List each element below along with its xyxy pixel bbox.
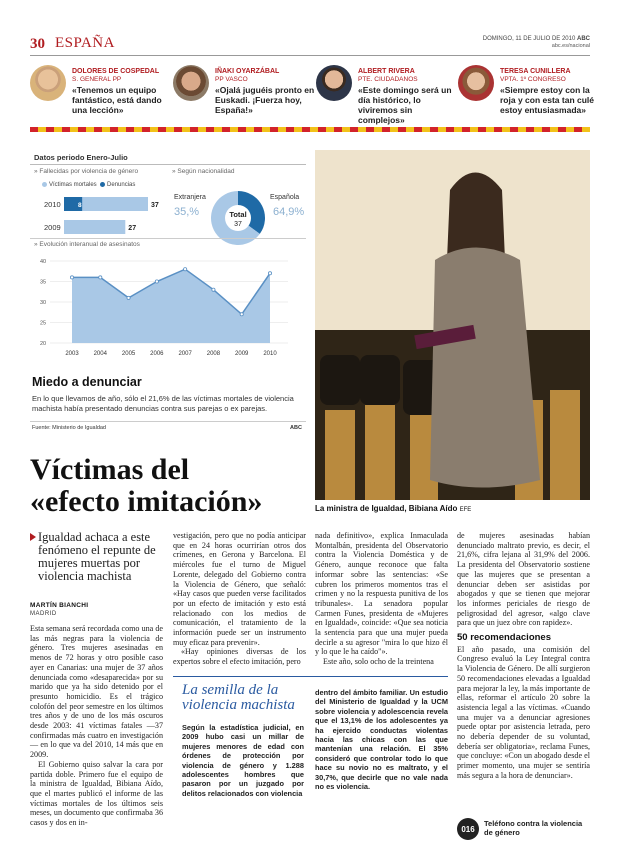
panel1-title: » Fallecidas por violencia de género bbox=[34, 168, 139, 175]
x-tick-label: 2004 bbox=[93, 351, 107, 357]
photo-caption bbox=[315, 504, 471, 513]
deck: Igualdad achaca a este fenómeno el repunte de mujeres muertas por violencia machista bbox=[38, 530, 156, 583]
avatar bbox=[316, 65, 352, 101]
x-tick-label: 2010 bbox=[263, 351, 277, 357]
section-title: ESPAÑA bbox=[55, 35, 115, 51]
avatar bbox=[30, 65, 66, 101]
x-tick-label: 2008 bbox=[206, 351, 221, 357]
article-column-2 bbox=[173, 531, 306, 667]
header-rule bbox=[30, 55, 590, 56]
data-point bbox=[184, 268, 187, 271]
data-point bbox=[99, 276, 102, 279]
flag-stripe bbox=[30, 127, 590, 132]
brand-text: ABC bbox=[577, 36, 590, 42]
deck-arrow-icon bbox=[30, 533, 36, 541]
x-tick-label: 2007 bbox=[178, 351, 192, 357]
spanish-pct: 64,9% bbox=[273, 206, 305, 218]
quote-role: VPTA. 1º CONGRESO bbox=[500, 76, 566, 83]
header-url: abc.es/nacional bbox=[551, 43, 590, 49]
data-point bbox=[155, 280, 158, 283]
headline bbox=[30, 454, 310, 518]
paragraph: de mujeres asesinadas habían denunciado maltrato previo, es decir, el 21,6%, cifra lejana al 31,9% del 2006. La presidenta del Observatorio sostiene que las mujeres que se presentan a denunciar deben ser asistidas por abogados y que se tienen que mejorar los informes periciales de riesgo de peligrosidad del agresor, «algo clave para que un juez obre con rapidez». bbox=[457, 531, 590, 628]
box-text-left: Según la estadística judicial, en 2009 hubo casi un millar de mujeres menores de edad con órdenes de protección por violencia de género y 1.288 adolescentes hombres que pasaron por un juzgado por delitos relacionados con violencia bbox=[182, 723, 304, 798]
avatar bbox=[458, 65, 494, 101]
area-chart bbox=[30, 253, 306, 363]
box-text-right: dentro del ámbito familiar. Un estudio del Ministerio de Igualdad y la UCM sobre violencia y adolescencia revela que el 13,1% de los adolescentes ya ha ejercido conductas violentas hacia las chicas con las que mantenían una relación. El 35% consideró que controlar todo lo que hace su novio no es maltrato, y el 30,7%, que decirle que no vale nada no es violencia. bbox=[315, 688, 448, 792]
foreign-label: Extranjera bbox=[174, 194, 206, 201]
phone-badge: 016 bbox=[457, 818, 479, 840]
panel3-title: » Evolución interanual de asesinatos bbox=[34, 241, 140, 248]
header-date bbox=[440, 36, 590, 42]
y-tick-label: 40 bbox=[40, 259, 47, 265]
quote-text: «Tenemos un equipo fantástico, está dando una lección» bbox=[72, 85, 162, 115]
quote-role: S. GENERAL PP bbox=[72, 76, 122, 83]
legend-complaints-swatch bbox=[100, 182, 105, 187]
quote-item bbox=[458, 63, 598, 121]
y-ticks bbox=[40, 259, 46, 347]
bar-victims-label: 27 bbox=[128, 225, 137, 232]
article-column-4 bbox=[457, 531, 590, 781]
paragraph: El año pasado, una comisión del Congreso evaluó la Ley Integral contra la Violencia de Género. De allí surgieron 50 recomendaciones elevadas a Igualdad para mejorar la ley, la más importante de ellas, reformar el artículo 20 sobre la asistencia legal a las víctimas. «Cuando una mujer va a denunciar agresiones puede optar por asistencia letrada, pero no debería depender de su voluntad, debería ser obligatoria», reclama Funes, que concluye: «Con un abogado desde el primer momento, una mujer se sentiría más segura a la hora de denunciar». bbox=[457, 644, 590, 780]
bar-category-label: 2009 bbox=[44, 223, 61, 232]
bar-category-label: 2010 bbox=[44, 200, 61, 209]
data-point bbox=[240, 313, 243, 316]
panel1-title-text: Fallecidas por violencia de género bbox=[39, 168, 139, 175]
y-tick-label: 20 bbox=[40, 341, 47, 347]
quote-text: «Ojalá juguéis pronto en Euskadi. ¡Fuerza hoy, España!» bbox=[215, 85, 315, 115]
infographic-period: Datos periodo Enero-Julio bbox=[34, 153, 128, 162]
data-point bbox=[70, 276, 73, 279]
quote-name: ALBERT RIVERA bbox=[358, 68, 415, 75]
panel2-title-text: Según nacionalidad bbox=[177, 168, 235, 175]
donut-total-label: Total bbox=[229, 210, 247, 219]
headline-line-2: «efecto imitación» bbox=[30, 485, 263, 518]
area-fill bbox=[72, 269, 270, 343]
legend-victims: Víctimas mortales bbox=[49, 182, 97, 189]
photo-illustration bbox=[315, 150, 590, 500]
miedo-text: En lo que llevamos de año, sólo el 21,6% de las víctimas mortales de violencia machista había presentado denuncias contra sus parejas o ex parejas. bbox=[32, 394, 294, 413]
page-number: 30 bbox=[30, 36, 45, 52]
paragraph: Este año, solo ocho de la treintena bbox=[323, 657, 434, 667]
paragraph: nada definitivo», explica Inmaculada Montalbán, presidenta del Observatorio contra la Violencia Doméstica y de Género, aunque reconoce que falta informar sobre las sentencias: «Se cubren los primeros momentos tras el crimen y no la respuesta punitiva de los tribunales». La senadora popular Carmen Funes, presidenta de «Mujeres en Igualdad», coincide: «Que sea noticia la sentencia para que una mujer pueda decirle a su agresor "mira lo que hizo él y lo que le ha caído"». bbox=[315, 531, 448, 657]
quote-text: «Siempre estoy con la roja y con esta tan culé estoy entusiasmada» bbox=[500, 85, 595, 115]
avatar bbox=[173, 65, 209, 101]
quote-name: DOLORES DE COSPEDAL bbox=[72, 68, 160, 75]
x-ticks bbox=[65, 351, 277, 357]
quote-item bbox=[316, 63, 456, 125]
y-tick-label: 30 bbox=[40, 300, 47, 306]
data-point bbox=[127, 296, 130, 299]
box-title: La semilla de la violencia machista bbox=[182, 682, 295, 713]
quote-role: PTE. CIUDADANOS bbox=[358, 76, 418, 83]
x-tick-label: 2003 bbox=[65, 351, 79, 357]
x-tick-label: 2006 bbox=[150, 351, 164, 357]
box-rule bbox=[173, 676, 448, 677]
y-tick-label: 25 bbox=[40, 320, 47, 327]
donut-total-value: 37 bbox=[234, 221, 242, 228]
infographic-rule-2 bbox=[30, 238, 306, 239]
quote-item bbox=[30, 63, 170, 121]
bar-victims bbox=[64, 220, 125, 234]
miedo-title: Miedo a denunciar bbox=[32, 375, 142, 389]
phone-text: Teléfono contra la violencia de género bbox=[484, 819, 583, 837]
headline-line-1: Víctimas del bbox=[30, 453, 190, 486]
bar-victims-label: 37 bbox=[151, 202, 159, 209]
legend bbox=[42, 182, 135, 188]
byline: MARTÍN BIANCHI bbox=[30, 602, 89, 609]
y-tick-label: 35 bbox=[40, 279, 47, 286]
paragraph: Esta semana será recordada como una de las más negras para la violencia de género. Tres mujeres asesinadas en menos de 72 horas y otro posible caso ayer en Canarias: una mujer de 37 años denunciada como «desaparecida» por su marido que ya ha sido detenido por el presunto homicidio. Es el trágico colofón del peor semestre en los últimos tres años y de uno de los más oscuros desde 2003: 41 víctimas fatales —37 confirmadas más cuatro en investigación— en lo que va del 2010, 14 más que en 2009. bbox=[30, 624, 163, 760]
paragraph: El Gobierno quiso salvar la cara por partida doble. Primero fue el equipo de la ministra de Igualdad, Bibiana Aído, que el martes publicó el informe de las víctimas mortales de los últimos seis meses, un documento que confirmaba 36 casos y dos en in- bbox=[30, 759, 163, 828]
subheading: 50 recomendaciones bbox=[457, 632, 551, 644]
panel3-title-text: Evolución interanual de asesinatos bbox=[39, 241, 140, 248]
legend-complaints: Denuncias bbox=[107, 182, 136, 189]
photo-credit: EFE bbox=[459, 507, 472, 513]
source-brand: ABC bbox=[290, 425, 302, 431]
bar-chart bbox=[30, 190, 170, 235]
foreign-pct: 35,% bbox=[174, 206, 200, 218]
quote-role: PP VASCO bbox=[215, 76, 248, 83]
paragraph: vestigación, pero que no podía anticipar que en 24 horas ocurrirían otros dos crímenes, en Gerona y Barcelona. El miércoles fue el turno de Miguel Lorente, delegado del Gobierno contra la Violencia de Género, que señaló: «Hay casos que pueden verse facilitados por un efecto de imitación y esto está relacionado con los medios de comunicación, el tratamiento de la información puede ser un instrumento muy eficaz para prevenir». bbox=[173, 531, 306, 647]
photo-minister bbox=[315, 150, 590, 500]
source-text: Fuente: Ministerio de Igualdad bbox=[32, 425, 106, 431]
infographic-rule-3 bbox=[30, 421, 306, 422]
paragraph: «Hay opiniones diversas de los expertos sobre el efecto imitación, pero bbox=[173, 647, 306, 667]
x-tick-label: 2005 bbox=[121, 351, 136, 357]
data-point bbox=[268, 272, 271, 275]
x-tick-label: 2009 bbox=[235, 351, 249, 357]
data-point bbox=[212, 288, 215, 291]
article-column-1 bbox=[30, 624, 163, 828]
panel2-title: » Según nacionalidad bbox=[172, 168, 235, 175]
spanish-label: Española bbox=[270, 194, 300, 201]
quote-name: TERESA CUNILLERA bbox=[500, 68, 571, 75]
bar-complaints-label: 8 bbox=[78, 202, 82, 209]
date-text: DOMINGO, 11 DE JULIO DE 2010 bbox=[482, 36, 576, 42]
dateline: MADRID bbox=[30, 611, 57, 617]
quote-name: IÑAKI OYARZÁBAL bbox=[215, 68, 280, 75]
photo-caption-text: La ministra de Igualdad, Bibiana Aído bbox=[315, 504, 458, 513]
article-column-3 bbox=[315, 531, 448, 667]
quote-item bbox=[173, 63, 313, 121]
quote-text: «Este domingo será un día histórico, lo viviremos sin complejos» bbox=[358, 85, 452, 125]
legend-victims-swatch bbox=[42, 182, 47, 187]
infographic-rule bbox=[30, 164, 306, 165]
